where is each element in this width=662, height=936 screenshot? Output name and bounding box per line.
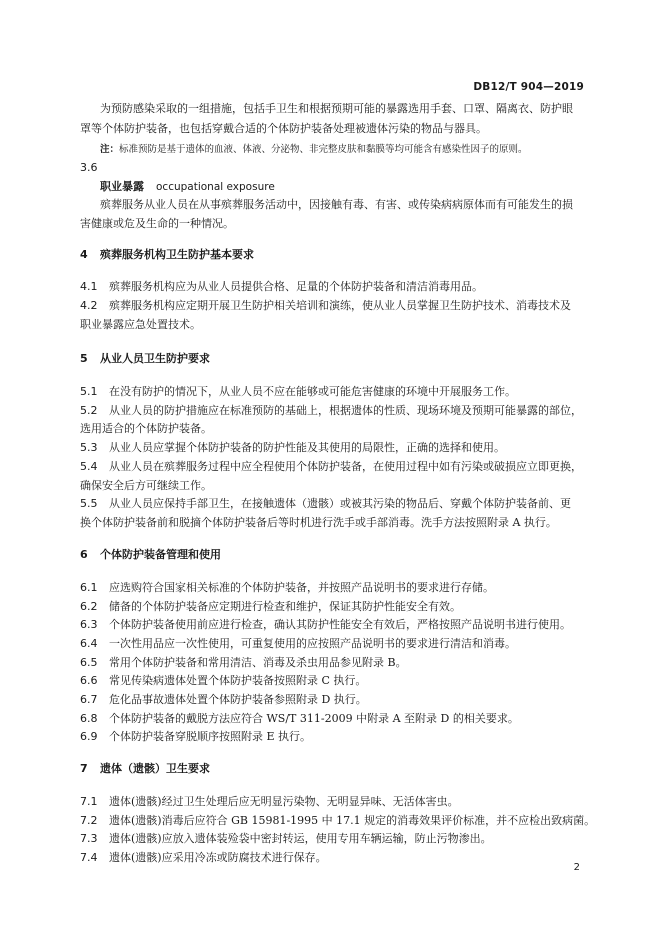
clause-number: 5.2 [80,404,98,417]
clause-text: 殡葬服务机构应定期开展卫生防护相关培训和演练，使从业人员掌握卫生防护技术、消毒技术及 [109,299,571,312]
clause-7-1 [80,793,459,809]
clause-5-1 [80,383,516,399]
section-5-heading [80,350,210,366]
section-title: 从业人员卫生防护要求 [100,352,210,365]
clause-text: 个体防护装备穿脱顺序按照附录 E 执行。 [109,730,312,743]
section-4-heading [80,246,254,262]
clause-6-4 [80,635,516,651]
clause-text: 遗体(遗骸)经过卫生处理后应无明显污染物、无明显异味、无活体害虫。 [109,795,459,808]
section-6-heading [80,546,221,562]
document-code: DB12/T 904—2019 [473,81,584,93]
section-number: 5 [80,352,88,365]
clause-6-1 [80,579,494,595]
term-title [100,178,275,194]
clause-number: 4.1 [80,280,98,293]
clause-number: 5.3 [80,441,98,454]
clause-5-4 [80,458,582,474]
clause-5-4-continued: 确保安全后方可继续工作。 [80,479,212,492]
clause-7-3 [80,830,492,846]
clause-5-5 [80,495,571,511]
clause-5-5-continued: 换个体防护装备前和脱摘个体防护装备后等时机进行洗手或手部消毒。洗手方法按照附录 A 执行。 [80,516,557,529]
term-definition-line-1: 殡葬服务从业人员在从事殡葬服务活动中，因接触有毒、有害、或传染病病原体而有可能发生的损 [100,198,573,211]
note-label: 注： [100,144,120,155]
clause-number: 6.2 [80,600,98,613]
clause-number: 5.1 [80,385,98,398]
clause-number: 6.4 [80,637,98,650]
clause-text: 个体防护装备的戴脱方法应符合 WS/T 311-2009 中附录 A 至附录 D 的相关要求。 [109,712,519,725]
clause-7-4 [80,849,327,865]
clause-text: 应选购符合国家相关标准的个体防护装备，并按照产品说明书的要求进行存储。 [109,581,494,594]
intro-line-1: 为预防感染采取的一组措施，包括手卫生和根据预期可能的暴露选用手套、口罩、隔离衣、防护眼 [100,102,573,115]
clause-number: 6.7 [80,693,98,706]
clause-text: 从业人员应掌握个体防护装备的防护性能及其使用的局限性，正确的选择和使用。 [109,441,505,454]
section-title: 个体防护装备管理和使用 [100,548,221,561]
clause-text: 在没有防护的情况下，从业人员不应在能够或可能危害健康的环境中开展服务工作。 [109,385,516,398]
clause-7-2 [80,812,595,828]
clause-text: 常见传染病遗体处置个体防护装备按照附录 C 执行。 [109,674,367,687]
section-number: 4 [80,248,88,261]
clause-number: 7.2 [80,814,98,827]
term-definition-line-2: 害健康或危及生命的一种情况。 [80,217,234,230]
section-title: 殡葬服务机构卫生防护基本要求 [100,248,254,261]
clause-number: 5.4 [80,460,98,473]
term-en: occupational exposure [156,181,275,193]
clause-text: 个体防护装备使用前应进行检查，确认其防护性能安全有效后，严格按照产品说明书进行使用。 [109,618,571,631]
clause-number: 7.1 [80,795,98,808]
clause-6-6 [80,672,366,688]
clause-text: 常用个体防护装备和常用清洁、消毒及杀虫用品参见附录 B。 [109,656,407,669]
term-number: 3.6 [80,161,98,174]
clause-number: 7.4 [80,851,98,864]
clause-6-3 [80,616,571,632]
section-title: 遗体（遗骸）卫生要求 [100,762,210,775]
clause-6-7 [80,691,367,707]
clause-5-2 [80,402,582,418]
clause-4-2-continued: 职业暴露应急处置技术。 [80,318,201,331]
clause-6-5 [80,654,407,670]
clause-5-2-continued: 选用适合的个体防护装备。 [80,422,212,435]
note [100,141,528,155]
clause-5-3 [80,439,505,455]
clause-6-9 [80,728,311,744]
clause-number: 6.8 [80,712,98,725]
clause-number: 6.3 [80,618,98,631]
clause-number: 6.6 [80,674,98,687]
clause-6-2 [80,598,461,614]
clause-number: 6.5 [80,656,98,669]
clause-text: 从业人员的防护措施应在标准预防的基础上，根据遗体的性质、现场环境及预期可能暴露的部位， [109,404,582,417]
section-number: 7 [80,762,88,775]
intro-line-2: 罩等个体防护装备，也包括穿戴合适的个体防护装备处理被遗体污染的物品与器具。 [80,122,487,135]
clause-text: 从业人员应保持手部卫生，在接触遗体（遗骸）或被其污染的物品后、穿戴个体防护装备前、更 [109,497,571,510]
clause-number: 6.1 [80,581,98,594]
clause-6-8 [80,710,519,726]
clause-4-1 [80,278,483,294]
clause-text: 遗体(遗骸)消毒后应符合 GB 15981-1995 中 17.1 规定的消毒效果评价标准，并不应检出致病菌。 [109,814,596,827]
clause-text: 从业人员在殡葬服务过程中应全程使用个体防护装备，在使用过程中如有污染或破损应立即更换， [109,460,582,473]
clause-4-2 [80,297,571,313]
clause-number: 4.2 [80,299,98,312]
term-zh: 职业暴露 [100,180,144,193]
note-text: 标准预防是基于遗体的血液、体液、分泌物、非完整皮肤和黏膜等均可能含有感染性因子的原则。 [119,144,528,155]
page-number: 2 [573,862,580,873]
clause-text: 遗体(遗骸)应放入遗体装殓袋中密封转运，使用专用车辆运输，防止污物渗出。 [109,832,492,845]
clause-text: 危化品事故遗体处置个体防护装备参照附录 D 执行。 [109,693,367,706]
clause-number: 7.3 [80,832,98,845]
section-number: 6 [80,548,88,561]
clause-text: 一次性用品应一次性使用，可重复使用的应按照产品说明书的要求进行清洁和消毒。 [109,637,516,650]
clause-number: 5.5 [80,497,98,510]
clause-text: 遗体(遗骸)应采用冷冻或防腐技术进行保存。 [109,851,327,864]
clause-number: 6.9 [80,730,98,743]
clause-text: 储备的个体防护装备应定期进行检查和维护，保证其防护性能安全有效。 [109,600,461,613]
section-7-heading [80,760,210,776]
clause-text: 殡葬服务机构应为从业人员提供合格、足量的个体防护装备和清洁消毒用品。 [109,280,483,293]
